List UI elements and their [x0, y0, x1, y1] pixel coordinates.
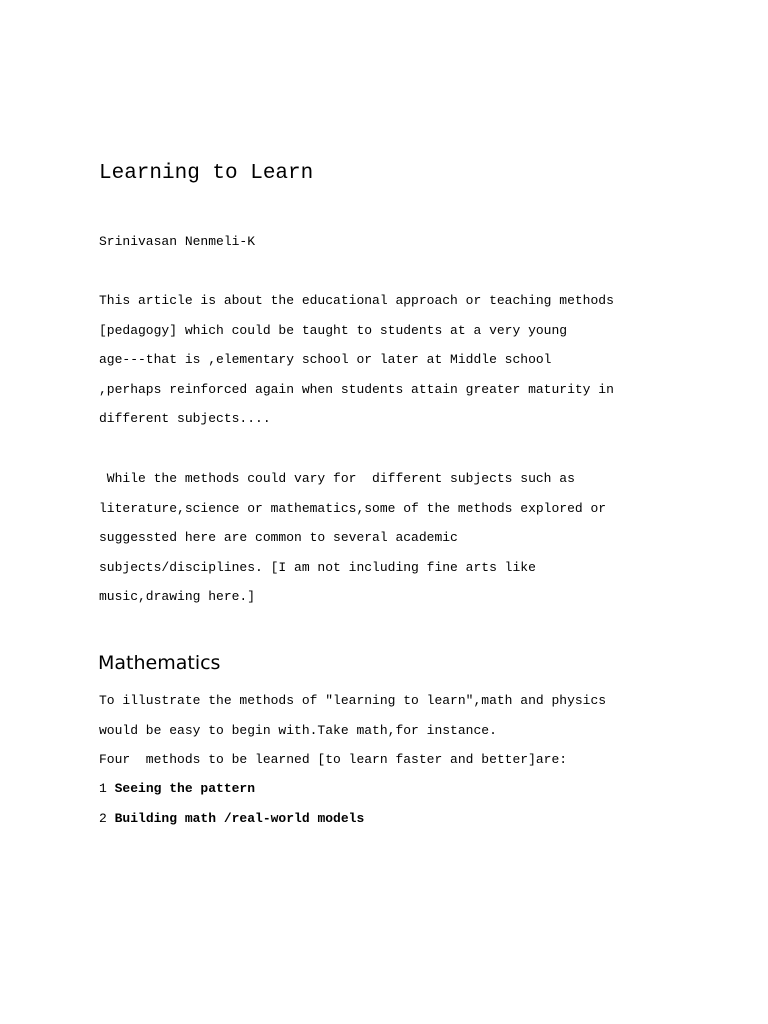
- list-item: [99, 810, 364, 840]
- paragraph-line: music,drawing here.]: [99, 589, 256, 604]
- paragraph-line: This article is about the educational approach or teaching methods: [99, 293, 614, 308]
- paragraph-line: Four methods to be learned [to learn faster and better]are:: [99, 752, 568, 767]
- paragraph-line: subjects/disciplines. [I am not including fine arts like: [99, 559, 536, 575]
- list-item: [99, 780, 364, 810]
- list-item-label: Building math /real-world models: [114, 810, 365, 826]
- document-title: Learning to Learn: [99, 162, 314, 185]
- paragraph-line: While the methods could vary for different subjects such as: [99, 471, 575, 486]
- paragraph-line: age---that is ,elementary school or later at Middle school: [99, 352, 552, 367]
- paragraph-line: different subjects....: [99, 411, 271, 426]
- intro-paragraph: [99, 292, 614, 440]
- paragraph-line: [pedagogy] which could be taught to students at a very young: [99, 322, 568, 338]
- section-heading-mathematics: Mathematics: [98, 652, 221, 674]
- list-item-number: 1: [99, 781, 115, 796]
- paragraph-line: ,perhaps reinforced again when students attain greater maturity in: [99, 381, 614, 397]
- paragraph-line: To illustrate the methods of "learning to learn",math and physics: [99, 693, 607, 708]
- paragraph-line: literature,science or mathematics,some of the methods explored or: [99, 500, 607, 516]
- second-paragraph: [99, 470, 606, 618]
- math-paragraph: [99, 692, 606, 781]
- paragraph-line: would be easy to begin with.Take math,for instance.: [99, 722, 497, 738]
- list-item-label: Seeing the pattern: [114, 781, 256, 796]
- methods-list: [99, 780, 364, 839]
- paragraph-line: suggessted here are common to several academic: [99, 530, 458, 545]
- author-name: Srinivasan Nenmeli-K: [99, 234, 256, 249]
- list-item-number: 2: [99, 810, 115, 826]
